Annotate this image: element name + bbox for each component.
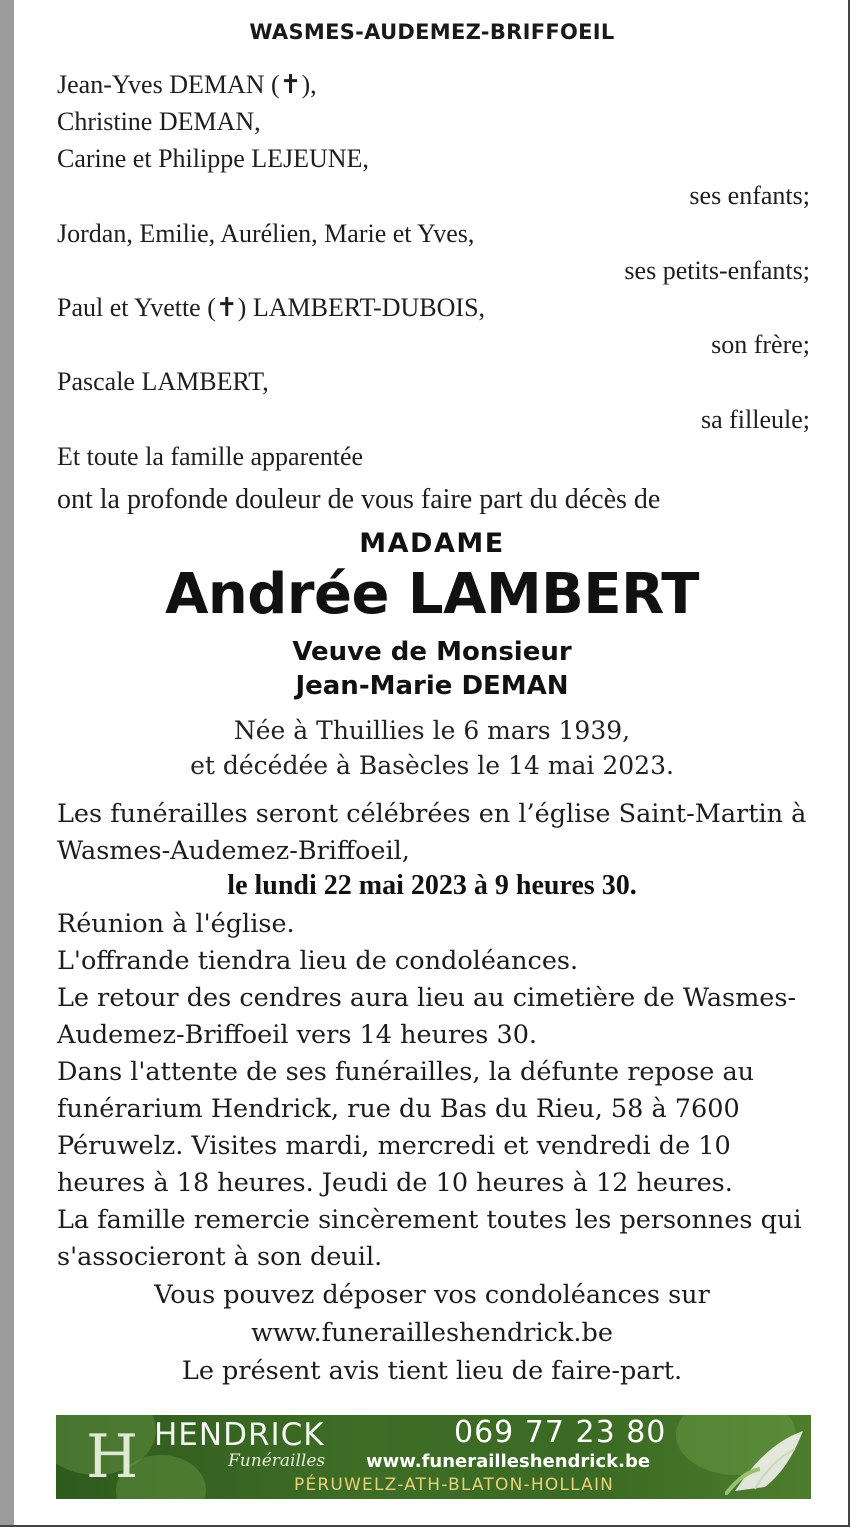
funeral-detail-line: funérarium Hendrick, rue du Bas du Rieu, 58 à 7600 bbox=[57, 1094, 740, 1124]
funeral-detail-line: La famille remercie sincèrement toutes les personnes qui bbox=[57, 1205, 802, 1235]
banner-phone[interactable]: 069 77 23 80 bbox=[454, 1415, 667, 1450]
hendrick-monogram-logo: H bbox=[86, 1422, 139, 1492]
relationship-label: ses enfants; bbox=[689, 181, 810, 210]
family-member-line: Et toute la famille apparentée bbox=[57, 442, 364, 471]
family-member-line: Jordan, Emilie, Aurélien, Marie et Yves, bbox=[57, 219, 475, 248]
funeral-intro-line-2: Wasmes-Audemez-Briffoeil, bbox=[57, 836, 410, 866]
lily-flower-icon bbox=[725, 1421, 805, 1495]
funeral-detail-line: Le retour des cendres aura lieu au cimetière de Wasmes- bbox=[57, 983, 797, 1013]
town-heading: WASMES-AUDEMEZ-BRIFFOEIL bbox=[249, 20, 615, 44]
widow-line-2: Jean-Marie DEMAN bbox=[295, 671, 569, 701]
funeral-detail-line: Audemez-Briffoeil vers 14 heures 30. bbox=[57, 1020, 538, 1050]
relationship-label: sa filleule; bbox=[700, 405, 810, 434]
funeral-detail-line: Dans l'attente de ses funérailles, la défunte repose au bbox=[57, 1057, 755, 1087]
funeral-detail-line: Réunion à l'église. bbox=[57, 909, 295, 939]
funeral-detail-line: s'associeront à son deuil. bbox=[57, 1242, 383, 1272]
funeral-home-banner[interactable] bbox=[56, 1415, 811, 1499]
deceased-title: MADAME bbox=[359, 528, 505, 559]
family-member-line: Pascale LAMBERT, bbox=[57, 367, 269, 396]
family-member-line: Paul et Yvette (✝) LAMBERT-DUBOIS, bbox=[57, 293, 486, 322]
announcement-line: ont la profonde douleur de vous faire part du décès de bbox=[57, 484, 661, 515]
relationship-label: son frère; bbox=[711, 330, 810, 359]
relationship-label: ses petits-enfants; bbox=[624, 256, 810, 285]
funeral-detail-line: L'offrande tiendra lieu de condoléances. bbox=[57, 946, 579, 976]
condolences-text: Vous pouvez déposer vos condoléances sur bbox=[154, 1280, 710, 1310]
banner-brand: HENDRICK bbox=[154, 1417, 325, 1453]
funeral-detail-line: heures à 18 heures. Jeudi de 10 heures à 12 heures. bbox=[57, 1168, 733, 1198]
banner-cities: PÉRUWELZ-ATH-BLATON-HOLLAIN bbox=[294, 1475, 615, 1495]
banner-subtitle: Funérailles bbox=[228, 1451, 326, 1471]
family-member-line: Jean-Yves DEMAN (✝), bbox=[57, 70, 317, 99]
banner-url[interactable]: www.funerailleshendrick.be bbox=[366, 1451, 651, 1472]
family-member-line: Christine DEMAN, bbox=[57, 107, 261, 136]
funeral-intro-line-1: Les funérailles seront célébrées en l’église Saint-Martin à bbox=[57, 799, 807, 829]
family-member-line: Carine et Philippe LEJEUNE, bbox=[57, 144, 369, 173]
left-margin-bar bbox=[0, 0, 14, 1527]
funeral-detail-line: Péruwelz. Visites mardi, mercredi et vendredi de 10 bbox=[57, 1131, 731, 1161]
notice-text: Le présent avis tient lieu de faire-part. bbox=[181, 1356, 683, 1386]
deceased-name: Andrée LAMBERT bbox=[165, 562, 699, 627]
widow-line-1: Veuve de Monsieur bbox=[292, 637, 572, 667]
birth-info: Née à Thuillies le 6 mars 1939, bbox=[233, 716, 631, 745]
website-link[interactable]: www.funerailleshendrick.be bbox=[251, 1318, 613, 1348]
death-info: et décédée à Basècles le 14 mai 2023. bbox=[190, 751, 674, 780]
funeral-date: le lundi 22 mai 2023 à 9 heures 30. bbox=[227, 870, 637, 901]
